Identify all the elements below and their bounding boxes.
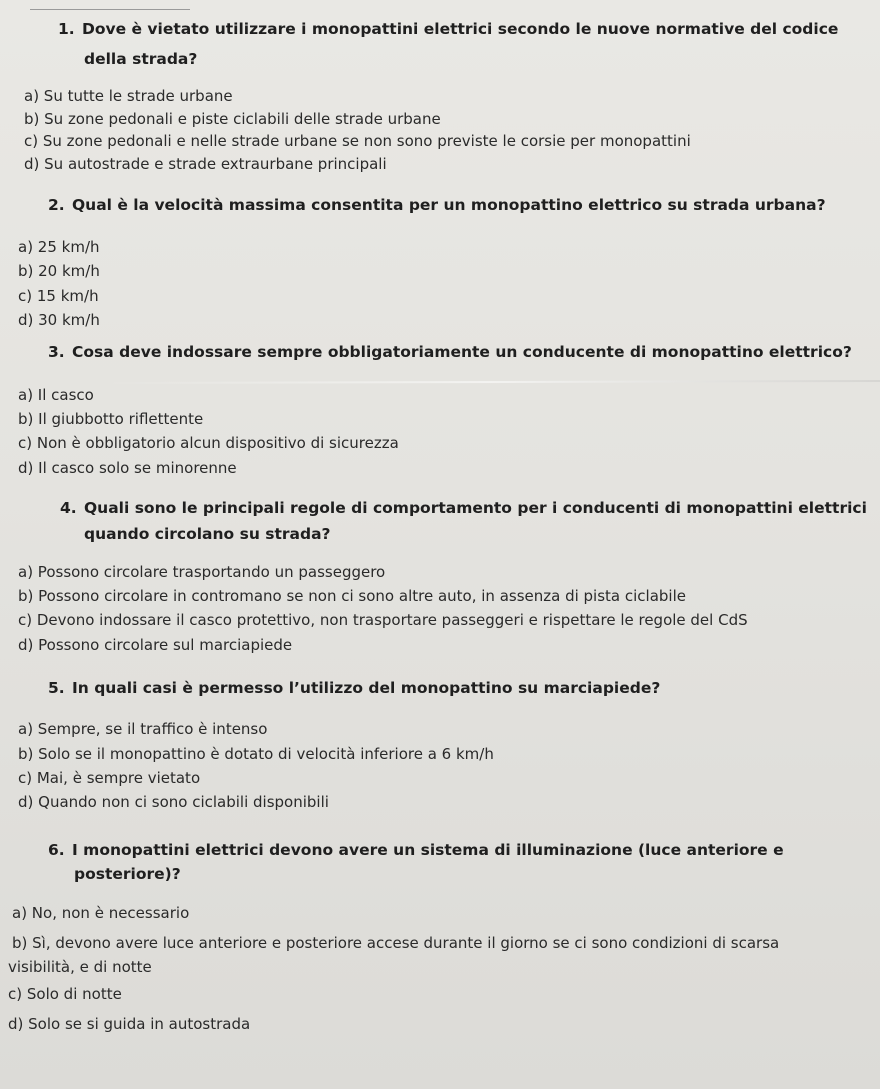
question-number: 6.	[48, 841, 65, 859]
question-number: 2.	[48, 196, 65, 214]
question-number: 1.	[58, 20, 75, 38]
option-4c: c) Devono indossare il casco protettivo, non trasportare passeggeri e rispettare le regole del CdS	[18, 611, 748, 629]
option-4b: b) Possono circolare in contromano se non ci sono altre auto, in assenza di pista ciclabile	[18, 587, 686, 605]
option-1b: b) Su zone pedonali e piste ciclabili delle strade urbane	[24, 110, 441, 128]
option-6b-cont: visibilità, e di notte	[8, 958, 152, 976]
option-3a: a) Il casco	[18, 386, 94, 404]
option-4a: a) Possono circolare trasportando un passeggero	[18, 563, 386, 581]
option-3c: c) Non è obbligatorio alcun dispositivo di sicurezza	[18, 434, 399, 452]
option-5b: b) Solo se il monopattino è dotato di velocità inferiore a 6 km/h	[18, 745, 494, 763]
question-number: 4.	[60, 499, 77, 517]
question-5	[48, 676, 660, 701]
question-number: 5.	[48, 679, 65, 697]
option-5d: d) Quando non ci sono ciclabili disponibili	[18, 793, 329, 811]
question-text: I monopattini elettrici devono avere un sistema di illuminazione (luce anteriore e	[72, 841, 784, 859]
top-rule	[30, 9, 190, 10]
option-3d: d) Il casco solo se minorenne	[18, 459, 237, 477]
question-text: Dove è vietato utilizzare i monopattini elettrici secondo le nuove normative del codice	[82, 20, 839, 38]
option-2a: a) 25 km/h	[18, 238, 100, 256]
option-2c: c) 15 km/h	[18, 287, 99, 305]
question-4	[60, 496, 867, 521]
question-text: Quali sono le principali regole di comportamento per i conducenti di monopattini elettrici	[84, 499, 867, 517]
question-number: 3.	[48, 343, 65, 361]
question-4-cont: quando circolano su strada?	[84, 525, 331, 543]
option-4d: d) Possono circolare sul marciapiede	[18, 636, 293, 654]
option-3b: b) Il giubbotto riflettente	[18, 410, 204, 428]
option-5a: a) Sempre, se il traffico è intenso	[18, 720, 268, 738]
question-6	[48, 838, 784, 863]
question-text: In quali casi è permesso l’utilizzo del monopattino su marciapiede?	[72, 679, 661, 697]
option-5c: c) Mai, è sempre vietato	[18, 769, 201, 787]
question-1-cont: della strada?	[84, 50, 198, 68]
question-1	[58, 17, 838, 42]
paper-fold	[100, 380, 880, 384]
question-2	[48, 193, 826, 218]
option-1c: c) Su zone pedonali e nelle strade urbane se non sono previste le corsie per monopattini	[24, 132, 691, 150]
option-2b: b) 20 km/h	[18, 262, 100, 280]
question-text: Qual è la velocità massima consentita per un monopattino elettrico su strada urbana?	[72, 196, 826, 214]
option-6c: c) Solo di notte	[8, 985, 122, 1003]
option-6d: d) Solo se si guida in autostrada	[8, 1015, 251, 1033]
option-2d: d) 30 km/h	[18, 311, 100, 329]
option-1a: a) Su tutte le strade urbane	[24, 87, 233, 105]
option-1d: d) Su autostrade e strade extraurbane principali	[24, 155, 387, 173]
option-6a: a) No, non è necessario	[12, 904, 190, 922]
question-3	[48, 340, 852, 365]
question-text: Cosa deve indossare sempre obbligatoriamente un conducente di monopattino elettrico?	[72, 343, 852, 361]
question-6-cont: posteriore)?	[74, 865, 181, 883]
option-6b: b) Sì, devono avere luce anteriore e posteriore accese durante il giorno se ci sono condizioni di scarsa	[12, 934, 780, 952]
